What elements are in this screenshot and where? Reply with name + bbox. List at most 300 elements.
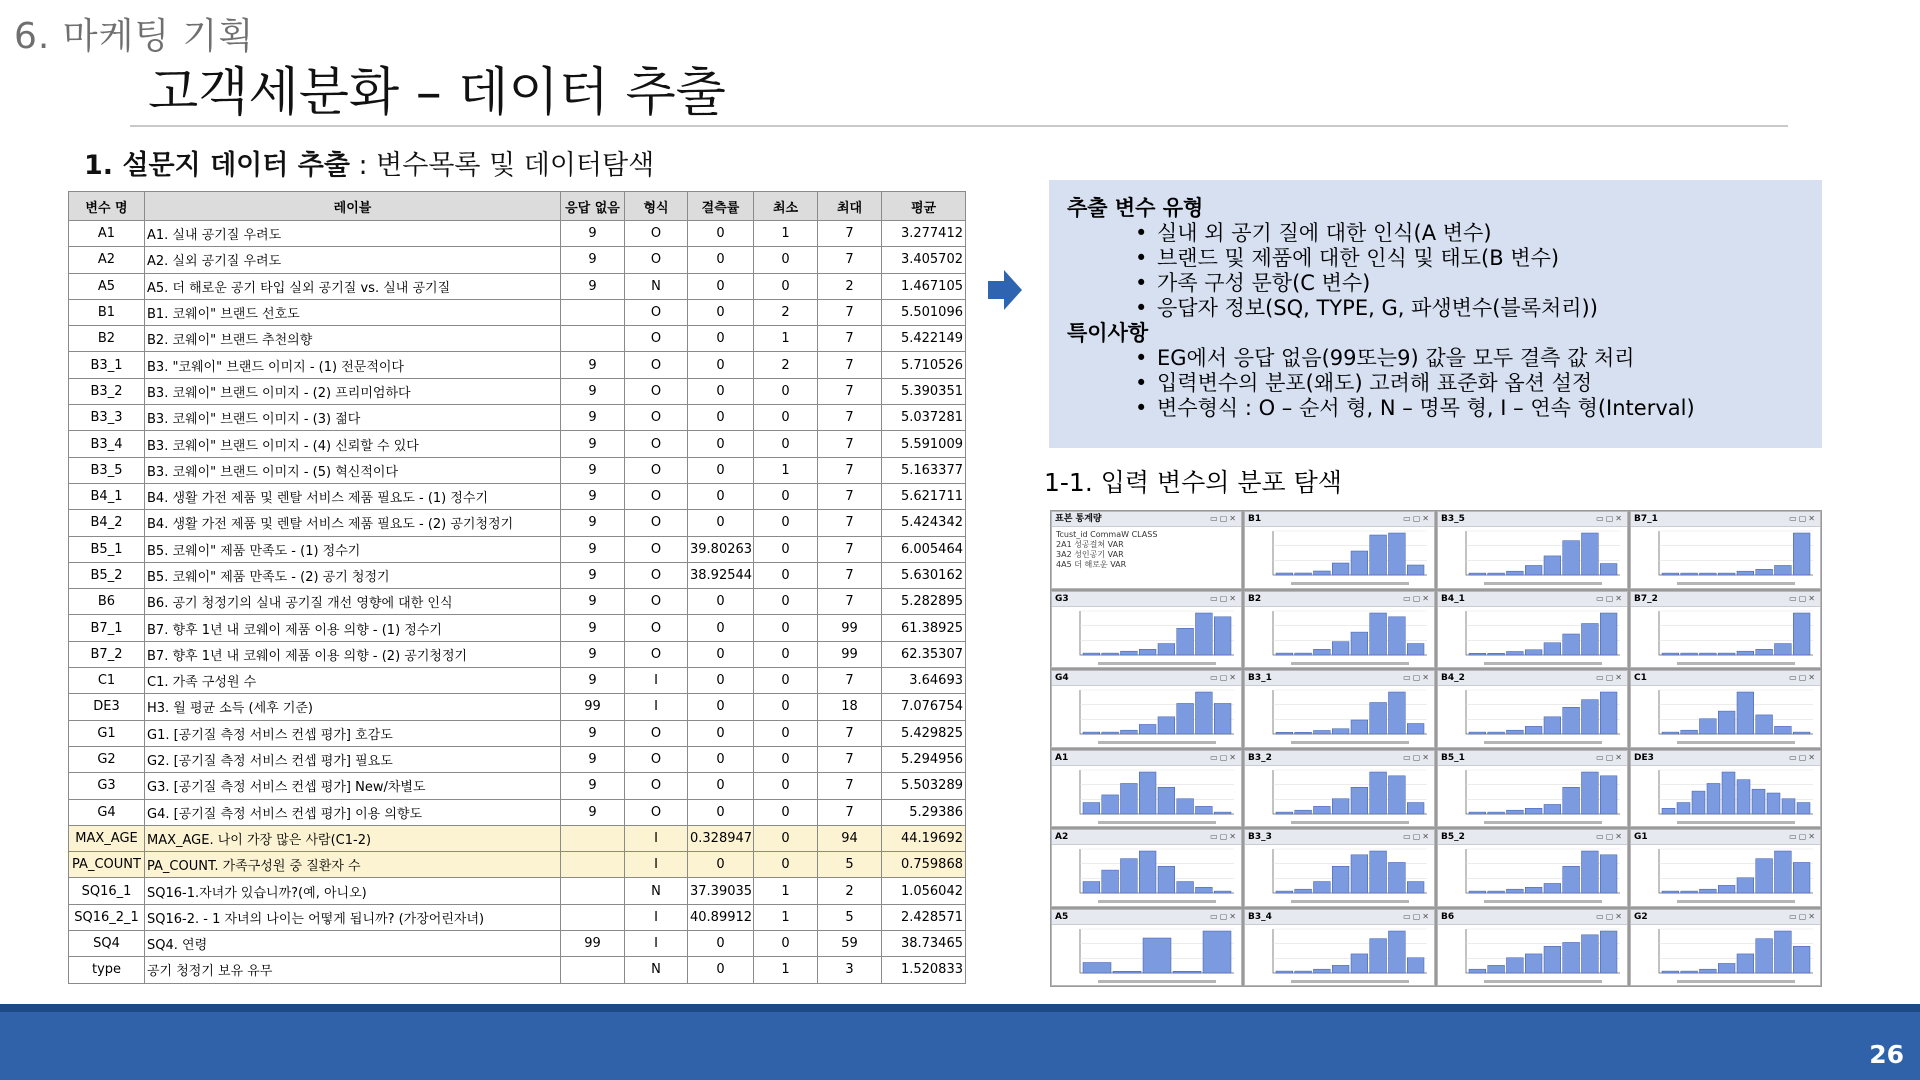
col-header: 최소 — [754, 192, 818, 221]
window-controls-icon[interactable]: ▭▢✕ — [1403, 911, 1431, 921]
axis-label-smudge — [1291, 900, 1409, 903]
table-cell-type: N — [625, 273, 688, 299]
histogram-bar — [1121, 730, 1138, 734]
histogram-window[interactable] — [1051, 591, 1242, 669]
table-cell-type: O — [625, 483, 688, 509]
table-cell-type: O — [625, 799, 688, 825]
subtitle-rest: : 변수목록 및 데이터탐색 — [349, 150, 655, 181]
table-cell-type: O — [625, 746, 688, 772]
window-title: G4 — [1055, 673, 1069, 683]
histogram-window[interactable] — [1630, 670, 1821, 748]
table-cell-label: B4. 생활 가전 제품 및 렌탈 서비스 제품 필요도 - (2) 공기청정기 — [145, 510, 561, 536]
histogram-bar — [1351, 632, 1368, 655]
table-cell-noresp: 9 — [561, 221, 625, 247]
histogram-bar — [1582, 623, 1599, 655]
axis-label-smudge — [1484, 741, 1602, 744]
table-cell-name: B4_1 — [69, 483, 145, 509]
table-cell-min: 1 — [754, 457, 818, 483]
table-cell-missing: 0 — [688, 457, 754, 483]
table-cell-min: 0 — [754, 720, 818, 746]
histogram-bar — [1276, 891, 1293, 893]
histogram-bar — [1756, 938, 1773, 972]
table-cell-max: 7 — [818, 431, 882, 457]
table-cell-noresp: 9 — [561, 562, 625, 588]
table-cell-min: 1 — [754, 221, 818, 247]
table-cell-name: B7_1 — [69, 615, 145, 641]
histogram-chart — [1631, 845, 1819, 907]
table-cell-noresp: 9 — [561, 378, 625, 404]
window-titlebar[interactable] — [1052, 751, 1241, 766]
table-cell-max: 7 — [818, 326, 882, 352]
histogram-bar — [1488, 891, 1505, 893]
window-controls-icon[interactable]: ▭▢✕ — [1403, 593, 1431, 603]
window-controls-icon[interactable]: ▭▢✕ — [1596, 593, 1624, 603]
table-cell-mean: 5.294956 — [882, 746, 966, 772]
table-cell-max: 7 — [818, 378, 882, 404]
table-cell-type: I — [625, 904, 688, 930]
histogram-bar — [1351, 855, 1368, 893]
histogram-bar — [1469, 812, 1486, 814]
histogram-bar — [1351, 787, 1368, 814]
histogram-bar — [1600, 564, 1617, 575]
window-controls-icon[interactable]: ▭▢✕ — [1789, 832, 1817, 841]
histogram-window[interactable] — [1437, 670, 1628, 748]
col-header: 평균 — [882, 192, 966, 221]
window-controls-icon[interactable]: ▭▢✕ — [1403, 673, 1431, 682]
histogram-window[interactable] — [1437, 511, 1628, 589]
axis-label-smudge — [1098, 980, 1216, 983]
histogram-window[interactable] — [1437, 909, 1628, 987]
window-titlebar[interactable] — [1631, 671, 1820, 686]
window-controls-icon[interactable]: ▭▢✕ — [1403, 514, 1431, 523]
histogram-bar — [1737, 651, 1754, 655]
histogram-bar — [1143, 938, 1171, 973]
histogram-window[interactable] — [1051, 909, 1242, 987]
histogram-bar — [1314, 882, 1331, 893]
histogram-bar — [1525, 953, 1542, 972]
table-cell-type: N — [625, 957, 688, 983]
window-titlebar[interactable] — [1052, 671, 1241, 686]
table-row — [69, 378, 966, 404]
histogram-bar — [1756, 569, 1773, 575]
table-cell-noresp: 9 — [561, 746, 625, 772]
histogram-bar — [1737, 779, 1750, 813]
table-cell-label: A1. 실내 공기질 우려도 — [145, 221, 561, 247]
histogram-bar — [1276, 971, 1293, 973]
histogram-bar — [1507, 957, 1524, 972]
histogram-bar — [1488, 732, 1505, 734]
table-cell-mean: 5.630162 — [882, 562, 966, 588]
histogram-bar — [1295, 810, 1312, 814]
window-titlebar[interactable] — [1438, 671, 1627, 686]
table-cell-type: O — [625, 773, 688, 799]
histogram-bar — [1488, 573, 1505, 575]
histogram-bar — [1389, 931, 1406, 973]
histogram-bar — [1139, 851, 1156, 893]
table-cell-mean: 1.056042 — [882, 878, 966, 904]
table-row — [69, 694, 966, 720]
table-row — [69, 773, 966, 799]
histogram-chart — [1438, 686, 1626, 748]
histogram-bar — [1407, 565, 1424, 575]
histogram-window[interactable] — [1051, 829, 1242, 907]
histogram-chart — [1631, 925, 1819, 987]
table-cell-name: B2 — [69, 326, 145, 352]
axis-label-smudge — [1484, 980, 1602, 983]
window-controls-icon[interactable]: ▭▢✕ — [1596, 832, 1624, 841]
histogram-bar — [1469, 732, 1486, 734]
col-header: 형식 — [625, 192, 688, 221]
table-cell-name: DE3 — [69, 694, 145, 720]
histogram-bar — [1196, 613, 1213, 655]
window-title: B4_2 — [1441, 673, 1465, 683]
table-cell-mean: 5.424342 — [882, 510, 966, 536]
histogram-chart — [1052, 686, 1240, 748]
axis-label-smudge — [1677, 741, 1795, 744]
table-cell-missing: 0 — [688, 405, 754, 431]
window-title: B3_1 — [1248, 673, 1272, 683]
histogram-window[interactable] — [1244, 591, 1435, 669]
histogram-bar — [1214, 703, 1231, 734]
histogram-window[interactable] — [1630, 829, 1821, 907]
table-row — [69, 483, 966, 509]
histogram-window[interactable] — [1244, 511, 1435, 589]
table-cell-max: 18 — [818, 694, 882, 720]
histogram-bar — [1707, 783, 1720, 814]
window-controls-icon[interactable]: ▭▢✕ — [1210, 514, 1238, 523]
histogram-window[interactable] — [1244, 670, 1435, 748]
table-cell-min: 0 — [754, 247, 818, 273]
histogram-bar — [1083, 962, 1111, 973]
histogram-bar — [1407, 724, 1424, 735]
table-cell-mean: 7.076754 — [882, 694, 966, 720]
histogram-bar — [1507, 651, 1524, 655]
window-controls-icon[interactable]: ▭▢✕ — [1789, 593, 1817, 603]
histogram-bar — [1214, 616, 1231, 654]
histogram-bar — [1102, 794, 1119, 813]
histogram-bar — [1370, 703, 1387, 735]
histogram-bar — [1389, 692, 1406, 734]
table-cell-name: B6 — [69, 589, 145, 615]
window-controls-icon[interactable]: ▭▢✕ — [1403, 752, 1431, 762]
axis-label-smudge — [1484, 821, 1602, 824]
table-cell-min: 0 — [754, 510, 818, 536]
window-titlebar[interactable] — [1631, 751, 1820, 766]
histogram-bar — [1276, 573, 1293, 575]
histogram-bar — [1737, 571, 1754, 575]
histogram-bar — [1173, 971, 1201, 973]
table-cell-noresp: 9 — [561, 483, 625, 509]
table-cell-label: B6. 공기 청정기의 실내 공기질 개선 영향에 대한 인식 — [145, 589, 561, 615]
window-controls-icon[interactable]: ▭▢✕ — [1210, 673, 1238, 682]
histogram-chart — [1245, 607, 1433, 669]
histogram-bar — [1389, 775, 1406, 813]
axis-label-smudge — [1677, 582, 1795, 585]
histogram-bar — [1775, 565, 1792, 575]
table-cell-min: 0 — [754, 562, 818, 588]
histogram-window[interactable] — [1437, 591, 1628, 669]
window-title: DE3 — [1634, 752, 1654, 763]
histogram-window[interactable] — [1244, 750, 1435, 828]
window-titlebar[interactable] — [1438, 910, 1627, 925]
col-header: 레이블 — [145, 192, 561, 221]
histogram-window[interactable] — [1630, 591, 1821, 669]
table-row — [69, 326, 966, 352]
axis-label-smudge — [1098, 741, 1216, 744]
table-cell-label: B3. 코웨이" 브랜드 이미지 - (5) 혁신적이다 — [145, 457, 561, 483]
histogram-bar — [1196, 887, 1213, 893]
table-cell-label: SQ4. 연령 — [145, 931, 561, 957]
table-cell-label: 공기 청정기 보유 유무 — [145, 957, 561, 983]
histogram-bar — [1295, 889, 1312, 893]
table-cell-label: H3. 월 평균 소득 (세후 기준) — [145, 694, 561, 720]
info-box — [1049, 180, 1822, 448]
window-controls-icon[interactable]: ▭▢✕ — [1210, 832, 1238, 841]
window-controls-icon[interactable]: ▭▢✕ — [1789, 514, 1817, 523]
window-controls-icon[interactable]: ▭▢✕ — [1210, 593, 1238, 603]
table-cell-type: O — [625, 431, 688, 457]
table-row — [69, 957, 966, 983]
histogram-bar — [1782, 798, 1795, 813]
histogram-bar — [1177, 798, 1194, 813]
table-cell-name: B4_2 — [69, 510, 145, 536]
table-cell-min: 1 — [754, 878, 818, 904]
table-cell-mean: 5.390351 — [882, 378, 966, 404]
table-cell-max: 2 — [818, 273, 882, 299]
window-titlebar[interactable] — [1438, 830, 1627, 845]
histogram-window[interactable] — [1630, 511, 1821, 589]
histogram-bar — [1563, 866, 1580, 893]
histogram-window[interactable] — [1051, 750, 1242, 828]
window-titlebar[interactable] — [1052, 910, 1241, 925]
histogram-bar — [1407, 882, 1424, 893]
histogram-bar — [1563, 942, 1580, 973]
window-controls-icon[interactable]: ▭▢✕ — [1210, 752, 1238, 762]
window-controls-icon[interactable]: ▭▢✕ — [1596, 673, 1624, 682]
stats-line: 2A1 성공걸쳐 VAR — [1056, 540, 1124, 549]
histogram-window[interactable] — [1244, 909, 1435, 987]
axis-label-smudge — [1291, 980, 1409, 983]
window-title: B7_2 — [1634, 593, 1658, 604]
window-controls-icon[interactable]: ▭▢✕ — [1596, 911, 1624, 921]
histogram-bar — [1214, 891, 1231, 893]
table-cell-max: 3 — [818, 957, 882, 983]
table-cell-missing: 40.89912 — [688, 904, 754, 930]
window-titlebar[interactable] — [1052, 830, 1241, 845]
window-titlebar[interactable] — [1245, 671, 1434, 686]
table-cell-missing: 0 — [688, 352, 754, 378]
table-cell-type: O — [625, 352, 688, 378]
table-cell-name: B5_2 — [69, 562, 145, 588]
histogram-bar — [1389, 616, 1406, 654]
table-cell-mean: 5.429825 — [882, 720, 966, 746]
table-row — [69, 562, 966, 588]
table-cell-max: 7 — [818, 668, 882, 694]
histogram-window[interactable] — [1051, 670, 1242, 748]
histogram-bar — [1600, 775, 1617, 813]
window-titlebar[interactable] — [1245, 830, 1434, 845]
histogram-chart — [1052, 845, 1240, 907]
table-cell-min: 0 — [754, 773, 818, 799]
table-cell-name: B7_2 — [69, 641, 145, 667]
histogram-window[interactable] — [1244, 829, 1435, 907]
axis-label-smudge — [1677, 900, 1795, 903]
histogram-bar — [1775, 851, 1792, 893]
table-cell-min: 0 — [754, 931, 818, 957]
histogram-bar — [1507, 810, 1524, 814]
table-row — [69, 247, 966, 273]
window-title: A1 — [1055, 752, 1069, 763]
histogram-window[interactable] — [1437, 750, 1628, 828]
histogram-bar — [1681, 730, 1698, 734]
table-cell-label: B3. 코웨이" 브랜드 이미지 - (2) 프리미엄하다 — [145, 378, 561, 404]
window-controls-icon[interactable]: ▭▢✕ — [1403, 832, 1431, 841]
table-cell-min: 0 — [754, 852, 818, 878]
window-controls-icon[interactable]: ▭▢✕ — [1596, 752, 1624, 762]
window-titlebar[interactable] — [1245, 910, 1434, 925]
histogram-window[interactable] — [1630, 909, 1821, 987]
table-cell-type: O — [625, 615, 688, 641]
window-controls-icon[interactable]: ▭▢✕ — [1789, 673, 1817, 682]
table-cell-noresp — [561, 852, 625, 878]
table-cell-name: SQ16_2_1 — [69, 904, 145, 930]
table-cell-missing: 0 — [688, 221, 754, 247]
window-title: A5 — [1055, 911, 1069, 922]
axis-label-smudge — [1484, 900, 1602, 903]
window-titlebar[interactable] — [1631, 592, 1820, 607]
histogram-window[interactable] — [1630, 750, 1821, 828]
table-cell-noresp: 99 — [561, 931, 625, 957]
window-titlebar[interactable] — [1631, 910, 1820, 925]
histogram-bar — [1158, 643, 1175, 654]
table-cell-noresp — [561, 825, 625, 851]
table-cell-missing: 0 — [688, 773, 754, 799]
histogram-bar — [1718, 963, 1735, 973]
histogram-bar — [1525, 808, 1542, 814]
histogram-bar — [1681, 573, 1698, 575]
histogram-bar — [1797, 802, 1810, 813]
table-cell-type: I — [625, 825, 688, 851]
histogram-chart — [1245, 766, 1433, 828]
histogram-window[interactable] — [1437, 829, 1628, 907]
table-cell-noresp: 9 — [561, 615, 625, 641]
window-title: B5_2 — [1441, 832, 1465, 842]
histogram-bar — [1662, 808, 1675, 814]
table-cell-noresp: 9 — [561, 405, 625, 431]
window-titlebar[interactable] — [1052, 592, 1241, 607]
window-controls-icon[interactable]: ▭▢✕ — [1789, 752, 1817, 762]
table-cell-label: B3. "코웨이" 브랜드 이미지 - (1) 전문적이다 — [145, 352, 561, 378]
table-cell-name: B3_2 — [69, 378, 145, 404]
histogram-bar — [1600, 613, 1617, 655]
axis-label-smudge — [1291, 821, 1409, 824]
page-number: 26 — [1869, 1040, 1904, 1069]
table-cell-noresp: 9 — [561, 352, 625, 378]
table-cell-max: 5 — [818, 904, 882, 930]
table-cell-type: O — [625, 299, 688, 325]
table-cell-name: G3 — [69, 773, 145, 799]
histogram-bar — [1563, 541, 1580, 575]
window-controls-icon[interactable]: ▭▢✕ — [1210, 911, 1238, 921]
histogram-bar — [1737, 953, 1754, 972]
histogram-bar — [1158, 717, 1175, 734]
table-cell-mean: 3.405702 — [882, 247, 966, 273]
table-cell-name: B5_1 — [69, 536, 145, 562]
table-cell-label: G1. [공기질 측정 서비스 컨셉 평가] 호감도 — [145, 720, 561, 746]
histogram-bar — [1662, 971, 1679, 973]
table-cell-label: B5. 코웨이" 제품 만족도 - (1) 정수기 — [145, 536, 561, 562]
window-titlebar[interactable] — [1438, 592, 1627, 607]
table-cell-mean: 5.710526 — [882, 352, 966, 378]
table-cell-max: 59 — [818, 931, 882, 957]
table-row — [69, 720, 966, 746]
histogram-bar — [1662, 573, 1679, 575]
histogram-bar — [1121, 651, 1138, 655]
window-titlebar[interactable] — [1245, 751, 1434, 766]
histogram-bar — [1544, 556, 1561, 575]
window-title: B3_4 — [1248, 911, 1272, 922]
table-cell-mean: 5.037281 — [882, 405, 966, 431]
histogram-bar — [1563, 634, 1580, 655]
table-cell-name: A2 — [69, 247, 145, 273]
histogram-bar — [1295, 732, 1312, 734]
histogram-bar — [1662, 891, 1679, 893]
stats-window[interactable] — [1051, 511, 1242, 589]
window-titlebar[interactable] — [1438, 512, 1627, 527]
window-titlebar[interactable] — [1245, 512, 1434, 527]
window-titlebar[interactable] — [1438, 751, 1627, 766]
table-cell-mean: 6.005464 — [882, 536, 966, 562]
info-heading-2: 특이사항 — [1067, 321, 1149, 345]
table-cell-mean: 1.467105 — [882, 273, 966, 299]
info-item: • 가족 구성 문항(C 변수) — [1157, 271, 1804, 296]
table-cell-type: O — [625, 510, 688, 536]
table-cell-label: C1. 가족 구성원 수 — [145, 668, 561, 694]
table-cell-mean: 2.428571 — [882, 904, 966, 930]
table-cell-label: MAX_AGE. 나이 가장 많은 사람(C1-2) — [145, 825, 561, 851]
histogram-bar — [1525, 887, 1542, 893]
table-cell-missing: 0 — [688, 431, 754, 457]
window-titlebar[interactable] — [1245, 592, 1434, 607]
window-titlebar[interactable] — [1631, 512, 1820, 527]
histogram-bar — [1083, 802, 1100, 813]
histogram-bar — [1203, 931, 1231, 973]
table-row — [69, 299, 966, 325]
window-title: B1 — [1248, 514, 1262, 524]
table-cell-name: G2 — [69, 746, 145, 772]
stats-line: 4A5 더 해로운 VAR — [1056, 560, 1127, 569]
table-cell-min: 1 — [754, 326, 818, 352]
window-controls-icon[interactable]: ▭▢✕ — [1789, 911, 1817, 921]
table-cell-name: PA_COUNT — [69, 852, 145, 878]
histogram-bar — [1700, 573, 1717, 575]
window-titlebar[interactable] — [1052, 512, 1241, 527]
window-titlebar[interactable] — [1631, 830, 1820, 845]
table-cell-mean: 38.73465 — [882, 931, 966, 957]
table-cell-mean: 3.277412 — [882, 221, 966, 247]
table-cell-label: B7. 향후 1년 내 코웨이 제품 이용 의향 - (2) 공기청정기 — [145, 641, 561, 667]
table-cell-noresp: 9 — [561, 431, 625, 457]
histogram-bar — [1407, 957, 1424, 972]
histogram-bar — [1582, 934, 1599, 972]
table-cell-type: O — [625, 247, 688, 273]
table-cell-min: 2 — [754, 352, 818, 378]
window-controls-icon[interactable]: ▭▢✕ — [1596, 514, 1624, 523]
histogram-bar — [1469, 969, 1486, 973]
window-title: 표본 통계량 — [1055, 514, 1102, 524]
table-cell-max: 7 — [818, 589, 882, 615]
histogram-bar — [1295, 573, 1312, 575]
